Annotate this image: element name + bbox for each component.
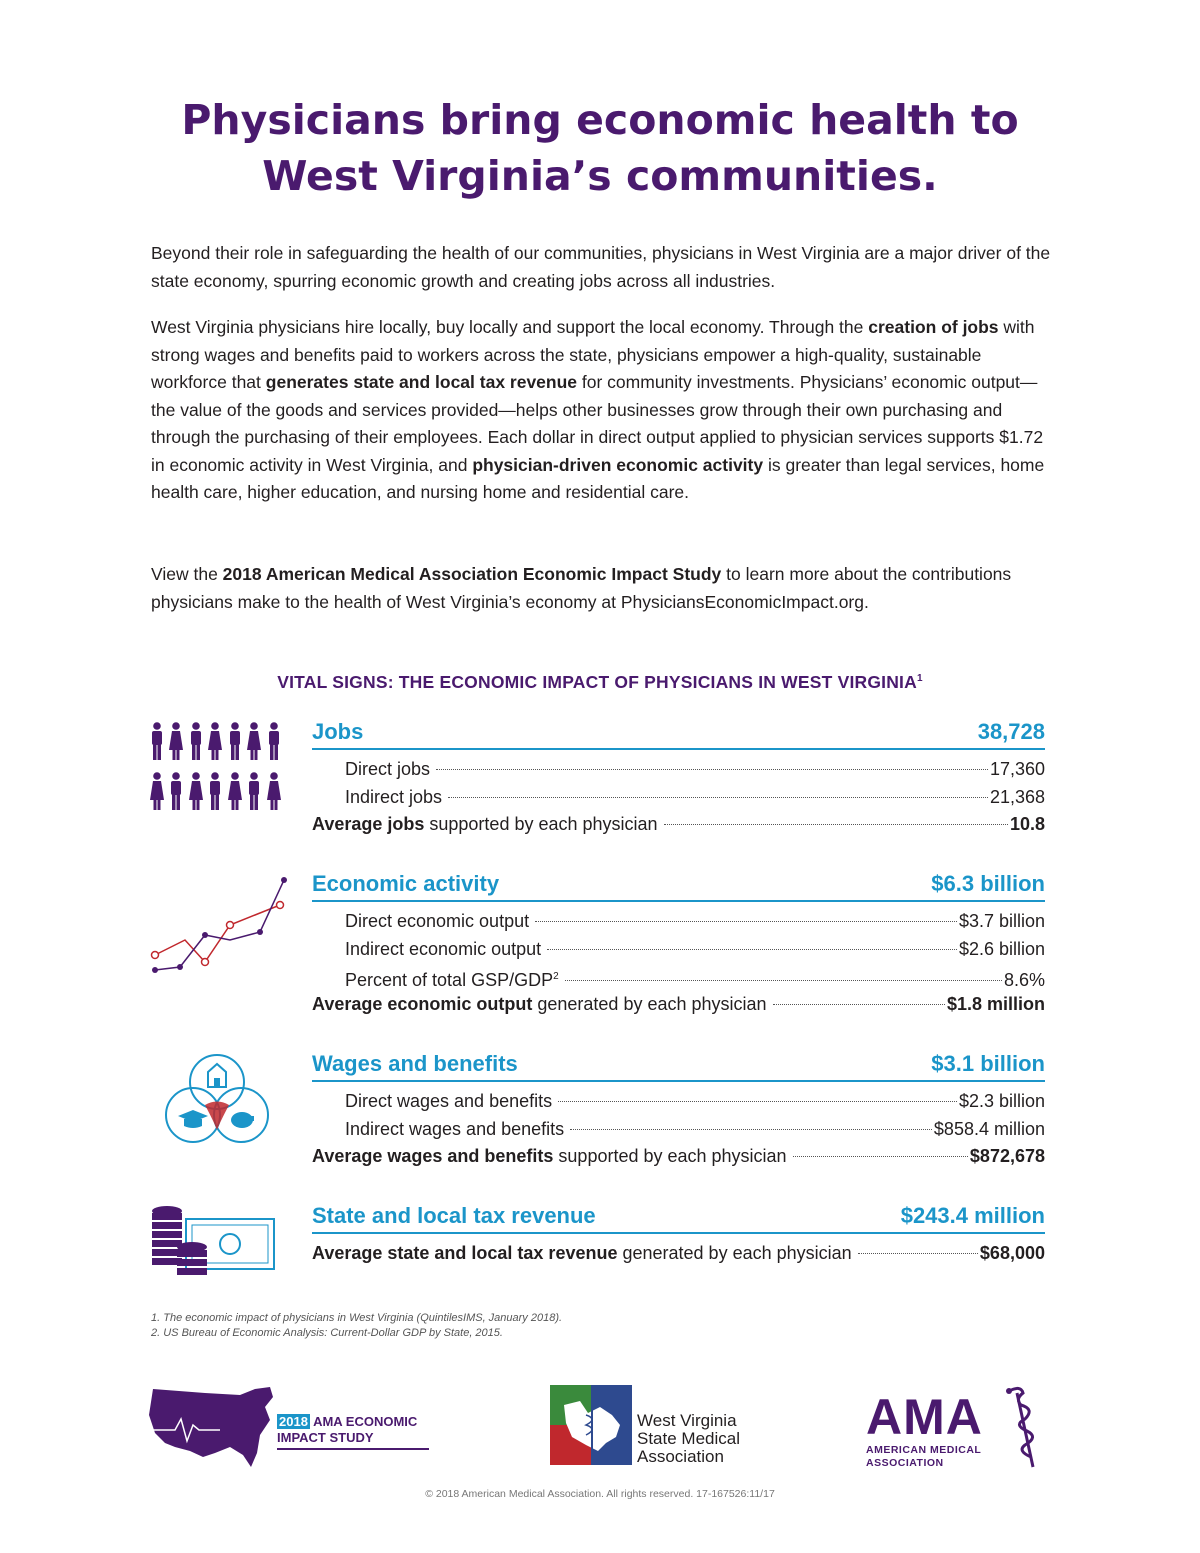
jobs-section bbox=[312, 720, 1045, 839]
economic-total: $6.3 billion bbox=[931, 871, 1045, 896]
direct-wages-row bbox=[312, 1088, 1045, 1116]
people-icon bbox=[150, 720, 290, 816]
wages-header bbox=[312, 1052, 1045, 1082]
row-value: $872,678 bbox=[969, 1146, 1045, 1166]
indirect-output-row bbox=[312, 936, 1045, 964]
wages-section bbox=[312, 1052, 1045, 1171]
footnote-1: 1. The economic impact of physicians in West Virginia (QuintilesIMS, January 2018). bbox=[151, 1312, 563, 1324]
us-map-logo bbox=[145, 1385, 280, 1470]
direct-output-row bbox=[312, 908, 1045, 936]
avg-tax-row bbox=[312, 1240, 1045, 1268]
ama-study-logo-text bbox=[277, 1414, 429, 1450]
avg-jobs-row bbox=[312, 811, 1045, 839]
wvsma-line-2: State Medical bbox=[637, 1429, 740, 1448]
intro-text: to learn more about the contributions physicians make to the health of West Virginia’s economy at PhysiciansEconomicImpact.org. bbox=[151, 564, 1012, 612]
row-value: $3.7 billion bbox=[958, 911, 1045, 931]
intro-text: West Virginia physicians hire locally, buy locally and support the local economy. Through the bbox=[151, 317, 869, 337]
intro-text: for community investments. Physicians’ economic output—the value of the goods and services provided—helps other businesses grow through their own purchasing and through the purchasing of their employees. Each dollar in direct output applied to physician services supports $1.72 in economic activity in West Virginia, and bbox=[151, 372, 1044, 475]
intro-bold: 2018 American Medical Association Economic Impact Study bbox=[222, 564, 722, 584]
direct-jobs-row bbox=[312, 756, 1045, 784]
page-title bbox=[0, 92, 1200, 204]
row-value: $858.4 million bbox=[933, 1118, 1045, 1139]
footnote-marker: 1 bbox=[916, 673, 923, 685]
footnotes bbox=[151, 1311, 562, 1341]
vital-signs-title-text: VITAL SIGNS: THE ECONOMIC IMPACT OF PHYSICIANS IN WEST VIRGINIA bbox=[277, 672, 917, 692]
row-value: 21,368 bbox=[989, 786, 1045, 807]
intro-bold: creation of jobs bbox=[868, 317, 999, 337]
row-label-rest: supported by each physician bbox=[424, 814, 658, 834]
indirect-wages-row bbox=[312, 1116, 1045, 1144]
money-icon bbox=[150, 1205, 280, 1285]
study-year: 2018 bbox=[279, 1414, 308, 1429]
tax-total: $243.4 million bbox=[900, 1203, 1045, 1228]
avg-wages-row bbox=[312, 1143, 1045, 1171]
economic-header bbox=[312, 872, 1045, 902]
row-label: Direct jobs bbox=[345, 759, 431, 779]
intro-text: View the bbox=[151, 564, 223, 584]
jobs-total: 38,728 bbox=[977, 719, 1045, 744]
wvsma-line-1: West Virginia bbox=[637, 1411, 737, 1430]
intro-paragraph-3 bbox=[151, 561, 1051, 616]
gdp-label: Percent of total GSP/GDP bbox=[345, 970, 554, 990]
row-label-rest: supported by each physician bbox=[553, 1146, 787, 1166]
ama-line-2: ASSOCIATION bbox=[866, 1457, 944, 1469]
jobs-header bbox=[312, 720, 1045, 750]
row-label bbox=[312, 1240, 852, 1268]
tax-section bbox=[312, 1204, 1045, 1268]
row-label bbox=[312, 811, 658, 839]
row-label: Indirect jobs bbox=[345, 786, 443, 807]
title-line-2: West Virginia’s communities. bbox=[262, 152, 938, 200]
row-value: 8.6% bbox=[1003, 970, 1045, 990]
row-label-bold: Average state and local tax revenue bbox=[312, 1243, 618, 1263]
ama-line-1: AMERICAN MEDICAL bbox=[866, 1444, 982, 1456]
tax-label: State and local tax revenue bbox=[312, 1203, 596, 1228]
row-label-rest: generated by each physician bbox=[532, 993, 767, 1014]
row-label: Direct wages and benefits bbox=[345, 1091, 553, 1111]
intro-bold: physician-driven economic activity bbox=[472, 454, 764, 475]
copyright: © 2018 American Medical Association. All rights reserved. 17-167526:11/17 bbox=[425, 1488, 775, 1500]
wvsma-line-3: Association bbox=[637, 1447, 724, 1466]
row-value: $68,000 bbox=[979, 1243, 1045, 1263]
intro-paragraph-2 bbox=[151, 314, 1051, 507]
jobs-label: Jobs bbox=[312, 719, 364, 744]
wvsma-logo-mark bbox=[550, 1385, 632, 1465]
economic-label: Economic activity bbox=[312, 871, 500, 896]
intro-paragraph-1: Beyond their role in safeguarding the health of our communities, physicians in West Virginia are a major driver of the state economy, spurring economic growth and creating jobs across all industries. bbox=[151, 243, 1051, 291]
ama-logo bbox=[866, 1389, 983, 1470]
tax-header bbox=[312, 1204, 1045, 1234]
avg-output-row bbox=[312, 991, 1045, 1019]
row-label-rest: generated by each physician bbox=[617, 1243, 852, 1263]
row-value: 17,360 bbox=[989, 759, 1045, 779]
vital-signs-title bbox=[0, 672, 1200, 693]
footnote-2: 2. US Bureau of Economic Analysis: Current-Dollar GDP by State, 2015. bbox=[151, 1327, 503, 1339]
row-value: $1.8 million bbox=[946, 993, 1045, 1014]
row-label bbox=[312, 1143, 787, 1171]
row-value: $2.3 billion bbox=[958, 1091, 1045, 1111]
line-chart-icon bbox=[150, 875, 290, 975]
study-line-2: IMPACT STUDY bbox=[277, 1430, 374, 1445]
ama-wordmark: AMA bbox=[866, 1389, 983, 1445]
wages-label: Wages and benefits bbox=[312, 1051, 518, 1076]
row-label: Direct economic output bbox=[345, 911, 530, 931]
row-value: $2.6 billion bbox=[958, 938, 1045, 959]
row-value: 10.8 bbox=[1009, 814, 1045, 834]
wages-total: $3.1 billion bbox=[931, 1051, 1045, 1076]
economic-activity-section bbox=[312, 872, 1045, 1018]
row-label bbox=[312, 991, 767, 1019]
row-label-bold: Average jobs bbox=[312, 814, 425, 834]
title-line-1: Physicians bring economic health to bbox=[181, 96, 1019, 144]
intro-bold: generates state and local tax revenue bbox=[265, 372, 578, 392]
footnote-marker: 2 bbox=[553, 971, 559, 982]
venn-icon bbox=[160, 1050, 275, 1145]
intro-text: is greater than legal services, home health care, higher education, and nursing home and residential care. bbox=[151, 454, 1045, 502]
row-label-bold: Average wages and benefits bbox=[312, 1146, 554, 1166]
study-line-1: AMA ECONOMIC bbox=[313, 1414, 418, 1429]
wvsma-logo-text bbox=[637, 1412, 740, 1466]
row-label: Indirect wages and benefits bbox=[345, 1118, 565, 1139]
gdp-row bbox=[312, 963, 1045, 991]
caduceus-icon bbox=[995, 1385, 1050, 1470]
row-label: Indirect economic output bbox=[345, 938, 542, 959]
indirect-jobs-row bbox=[312, 784, 1045, 812]
intro-text: with strong wages and benefits paid to workers across the state, physicians empower a high-quality, sustainable workforce that bbox=[151, 317, 1035, 392]
row-label-bold: Average economic output bbox=[312, 993, 533, 1014]
